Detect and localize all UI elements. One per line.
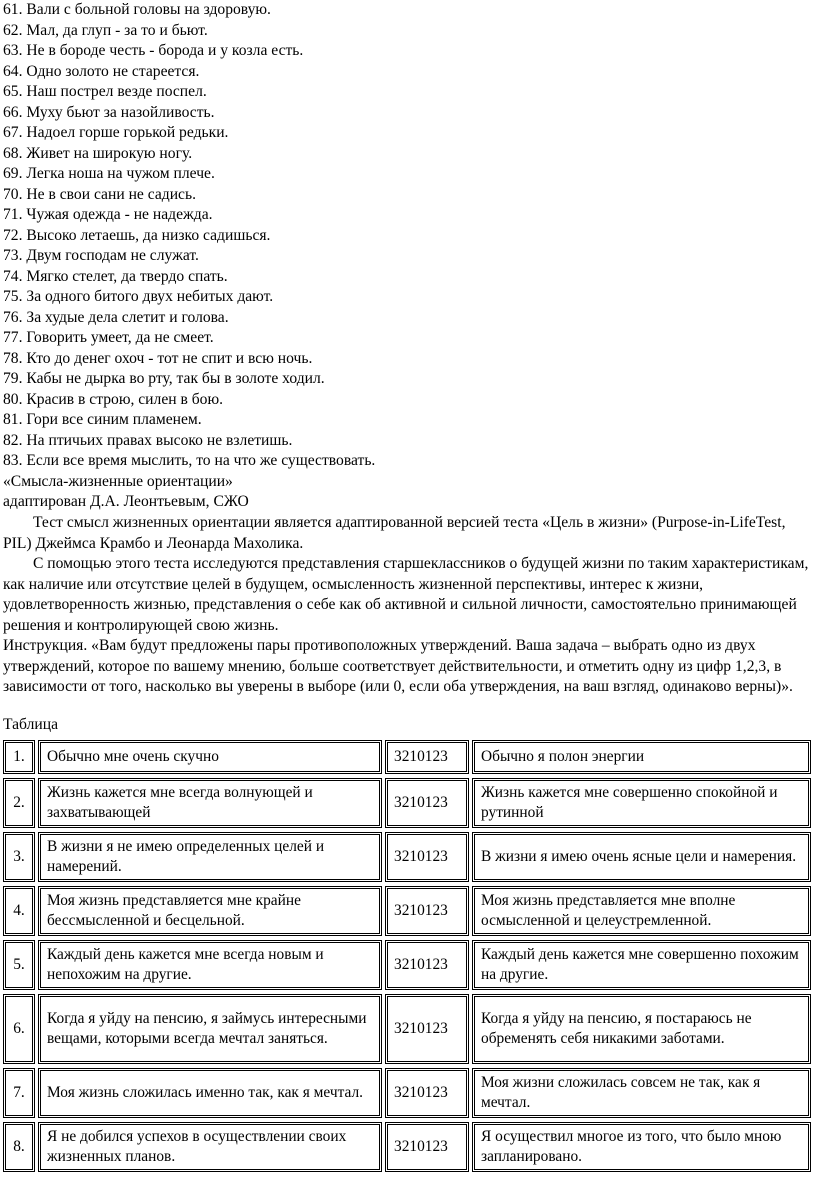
table-row <box>3 740 811 774</box>
row-number: 8. <box>3 1122 35 1172</box>
answer-table <box>0 736 814 1176</box>
rating-scale[interactable]: 3210123 <box>385 1122 469 1172</box>
left-statement: Я не добился успехов в осуществлении своих жизненных планов. <box>38 1122 382 1172</box>
proverb-line: 78. Кто до денег охоч - тот не спит и всю ночь. <box>3 349 313 367</box>
proverb-line: 63. Не в бороде честь - борода и у козла есть. <box>3 42 304 59</box>
test-subtitle: адаптирован Д.А. Леонтьевым, СЖО <box>3 493 249 510</box>
test-title: «Смысла-жизненные ориентации» <box>3 472 233 490</box>
proverb-line: 74. Мягко стелет, да твердо спать. <box>3 267 228 285</box>
proverb-line: 67. Надоел горше горькой редьки. <box>3 124 229 141</box>
rating-scale[interactable]: 3210123 <box>385 832 469 882</box>
rating-scale[interactable]: 3210123 <box>385 886 469 936</box>
right-statement: Каждый день кажется мне совершенно похожим на другие. <box>472 940 811 990</box>
right-statement: Жизнь кажется мне совершенно спокойной и рутинной <box>472 778 811 828</box>
right-statement: Когда я уйду на пенсию, я постараюсь не обременять себя никакими заботами. <box>472 994 811 1064</box>
row-number: 1. <box>3 740 35 774</box>
proverb-line: 71. Чужая одежда - не надежда. <box>3 206 213 223</box>
rating-scale[interactable]: 3210123 <box>385 940 469 990</box>
table-row <box>3 778 811 828</box>
rating-scale[interactable]: 3210123 <box>385 1068 469 1118</box>
proverb-line: 77. Говорить умеет, да не смеет. <box>3 329 214 346</box>
left-statement: Моя жизнь представляется мне крайне бессмысленной и бесцельной. <box>38 886 382 936</box>
left-statement: Каждый день кажется мне всегда новым и непохожим на другие. <box>38 940 382 990</box>
row-number: 4. <box>3 886 35 936</box>
proverb-line: 69. Легка ноша на чужом плече. <box>3 165 215 182</box>
right-statement: Моя жизни сложилась совсем не так, как я мечтал. <box>472 1068 811 1118</box>
proverb-line: 61. Вали с больной головы на здоровую. <box>3 1 271 18</box>
proverb-line: 65. Наш пострел везде поспел. <box>3 83 207 100</box>
right-statement: Я осуществил многое из того, что было мною запланировано. <box>472 1122 811 1172</box>
description-paragraph: С помощью этого теста исследуются представления старшеклассников о будущей жизни по таким характеристикам, как наличие или отсутствие целей в будущем, осмысленность жизненной перспективы, интерес к жизни, удовлетворенность жизнью, представления о себе как об активной и сильной личности, самостоятельно принимающей решения и контролирующей свою жизнь. <box>3 555 809 634</box>
row-number: 5. <box>3 940 35 990</box>
table-row <box>3 832 811 882</box>
table-row <box>3 1122 811 1172</box>
proverb-line: 70. Не в свои сани не садись. <box>3 185 196 203</box>
left-statement: Моя жизнь сложилась именно так, как я мечтал. <box>38 1068 382 1118</box>
intro-paragraph: Тест смысл жизненных ориентации является адаптированной версией теста «Цель в жизни» (Purpose-in-LifeTest, PIL) Джеймса Крамбо и Леонарда Махолика. <box>3 514 786 552</box>
table-row <box>3 940 811 990</box>
proverb-line: 66. Муху бьют за назойливость. <box>3 103 215 121</box>
right-statement: Обычно я полон энергии <box>472 740 811 774</box>
row-number: 7. <box>3 1068 35 1118</box>
rating-scale[interactable]: 3210123 <box>385 778 469 828</box>
proverb-line: 73. Двум господам не служат. <box>3 247 199 264</box>
proverb-line: 68. Живет на широкую ногу. <box>3 144 193 162</box>
proverb-line: 76. За худые дела слетит и голова. <box>3 308 229 326</box>
rating-scale[interactable]: 3210123 <box>385 994 469 1064</box>
instruction-paragraph: Инструкция. «Вам будут предложены пары противоположных утверждений. Ваша задача – выбрать одно из двух утверждений, которое по вашему мнению, больше соответствует действительности, и отметить одну из цифр 1,2,3, в зависимости от того, насколько вы уверены в выборе (или 0, если оба утверждения, на ваш взгляд, одинаково верны)». <box>3 637 793 695</box>
table-label: Таблица <box>3 716 58 733</box>
row-number: 6. <box>3 994 35 1064</box>
table-row <box>3 886 811 936</box>
proverb-line: 82. На птичьих правах высоко не взлетишь. <box>3 431 293 449</box>
right-statement: Моя жизнь представляется мне вполне осмысленной и целеустремленной. <box>472 886 811 936</box>
proverb-line: 64. Одно золото не стареется. <box>3 62 200 80</box>
proverb-line: 75. За одного битого двух небитых дают. <box>3 288 274 305</box>
proverb-line: 83. Если все время мыслить, то на что же существовать. <box>3 452 376 469</box>
table-row <box>3 1068 811 1118</box>
proverb-line: 81. Гори все синим пламенем. <box>3 411 202 428</box>
right-statement: В жизни я имею очень ясные цели и намерения. <box>472 832 811 882</box>
proverb-line: 62. Мал, да глуп - за то и бьют. <box>3 21 208 39</box>
table-row <box>3 994 811 1064</box>
rating-scale[interactable]: 3210123 <box>385 740 469 774</box>
left-statement: В жизни я не имею определенных целей и намерений. <box>38 832 382 882</box>
proverb-line: 79. Кабы не дырка во рту, так бы в золоте ходил. <box>3 370 325 387</box>
left-statement: Обычно мне очень скучно <box>38 740 382 774</box>
left-statement: Жизнь кажется мне всегда волнующей и захватывающей <box>38 778 382 828</box>
row-number: 3. <box>3 832 35 882</box>
proverb-line: 72. Высоко летаешь, да низко садишься. <box>3 226 271 244</box>
left-statement: Когда я уйду на пенсию, я займусь интересными вещами, которыми всегда мечтал заняться. <box>38 994 382 1064</box>
proverb-line: 80. Красив в строю, силен в бою. <box>3 390 224 408</box>
row-number: 2. <box>3 778 35 828</box>
